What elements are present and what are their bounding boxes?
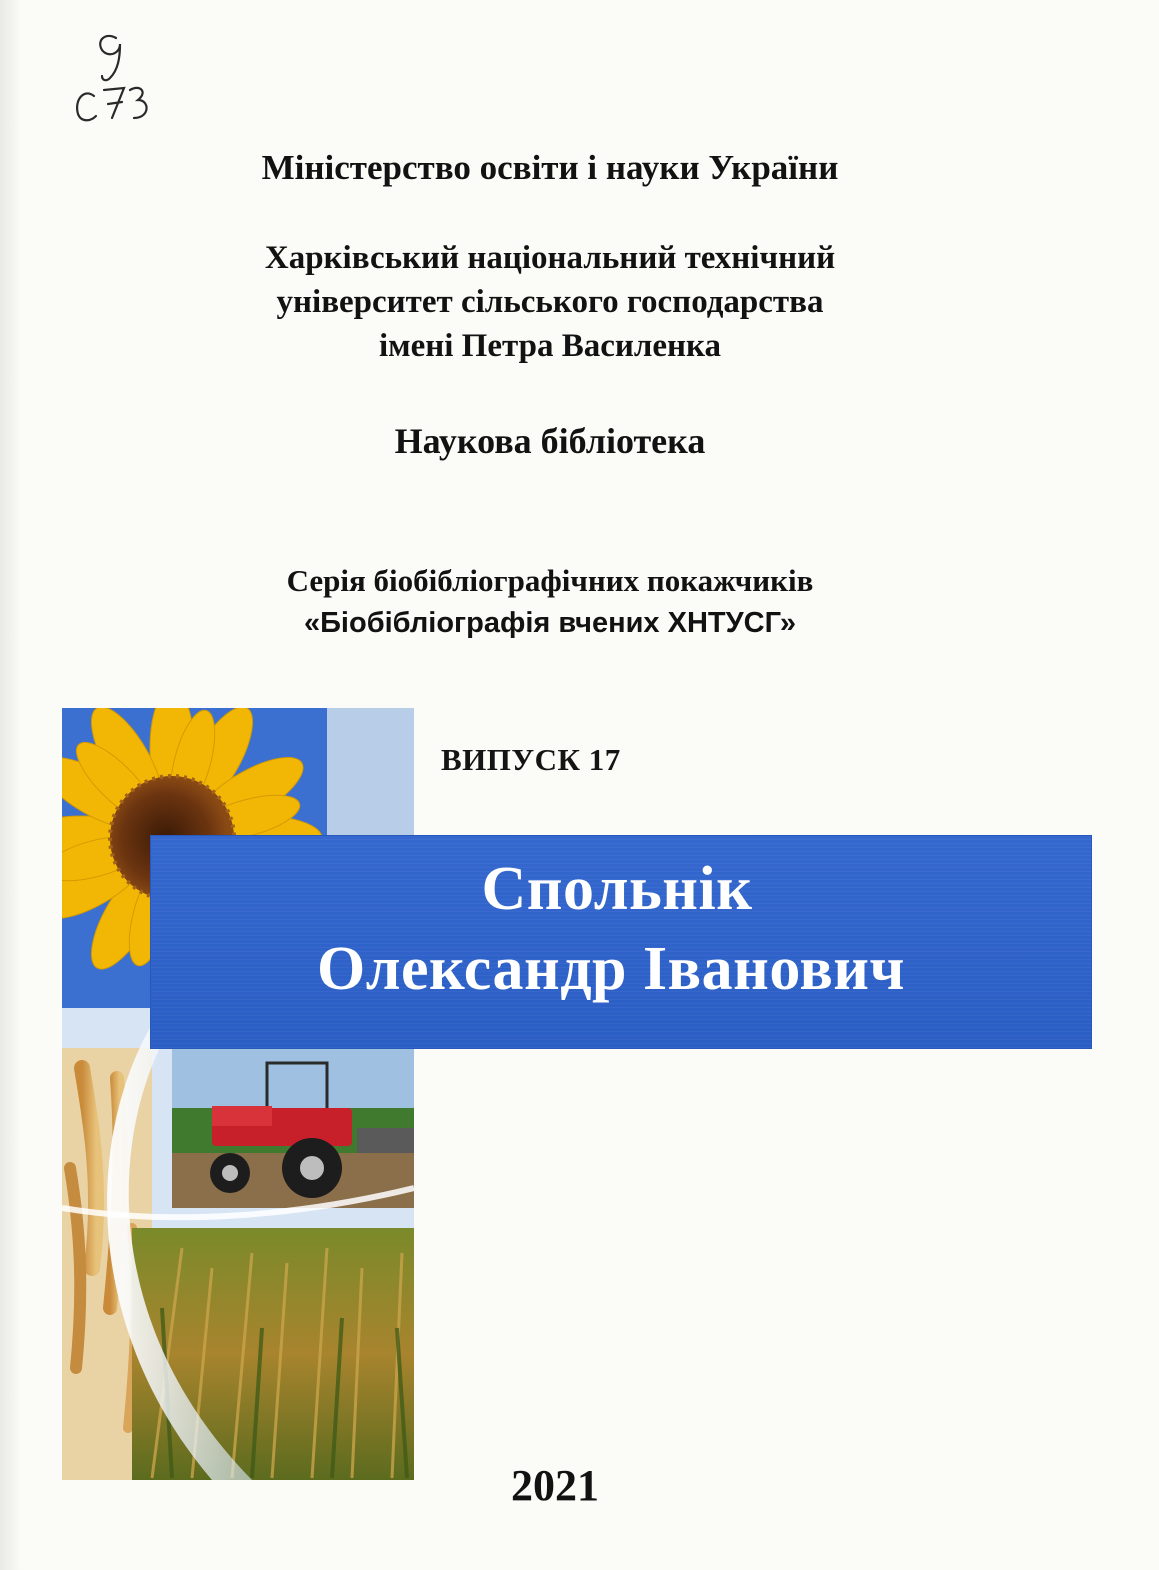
author-title-band — [151, 836, 1091, 1048]
author-surname: Спольнік — [481, 855, 753, 923]
university-name-line: Харківський національний технічний — [264, 240, 836, 276]
ministry-heading: Міністерство освіти і науки України — [261, 148, 839, 187]
cover-photo-collage — [62, 708, 414, 1480]
university-name-line: університет сільського господарства — [276, 284, 824, 320]
university-name — [0, 236, 1100, 368]
author-given-names: Олександр Іванович — [316, 935, 905, 1003]
handwritten-shelf-mark — [72, 18, 162, 128]
series-line-2: «Біобібліографія вчених ХНТУСГ» — [303, 607, 797, 639]
university-name-line: імені Петра Василенка — [378, 328, 722, 364]
series-title — [0, 560, 1100, 644]
field-crop-image — [132, 1228, 414, 1480]
series-line-1: Серія біобібліографічних покажчиків — [286, 563, 814, 598]
library-heading: Наукова бібліотека — [394, 421, 706, 461]
publication-year: 2021 — [511, 1461, 599, 1510]
issue-number: ВИПУСК 17 — [441, 742, 621, 777]
tractor-image — [172, 1048, 414, 1208]
